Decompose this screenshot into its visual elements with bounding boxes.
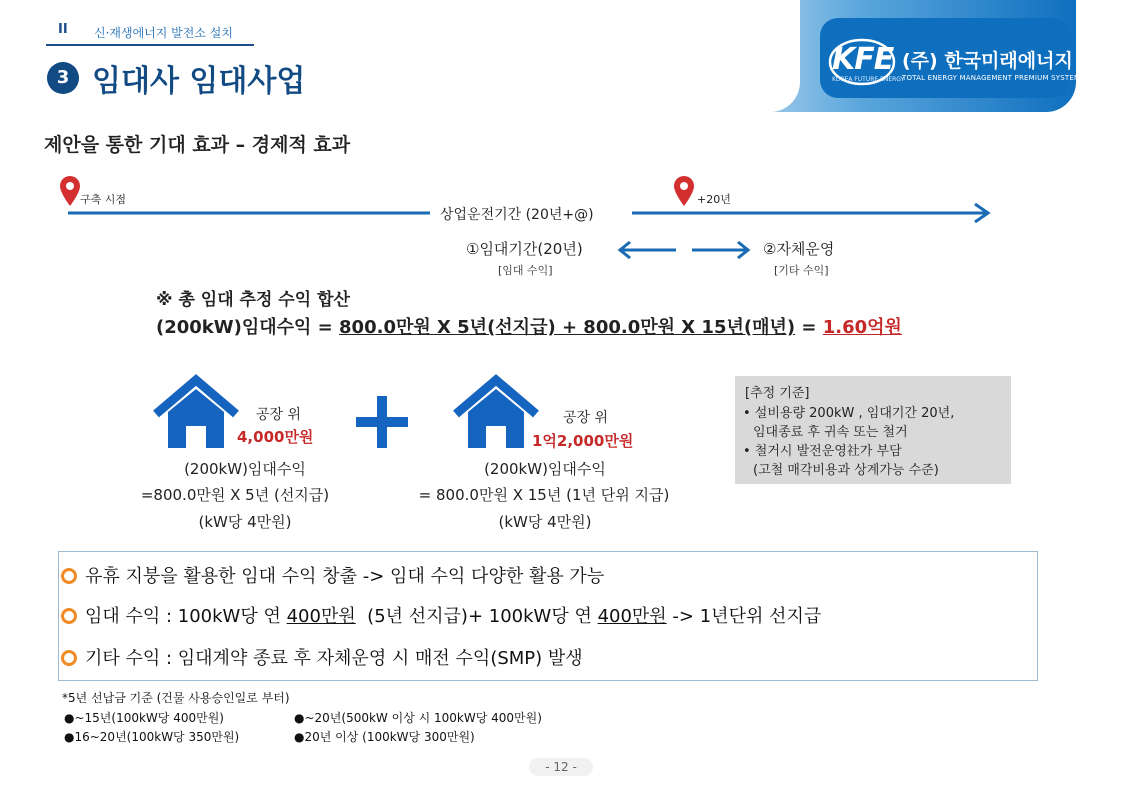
section-title: 신·재생에너지 발전소 설치 [94,26,233,40]
option2-amount: 1억2,000만원 [532,432,634,450]
footnote-title: *5년 선납금 기준 (건물 사용승인일로 부터) [62,691,290,705]
company-tagline: TOTAL ENERGY MANAGEMENT PREMIUM SYSTEM [902,74,1081,82]
note-title: [추정 기준] [745,386,810,401]
self-operation-sub-label: [기타 수익] [774,264,829,277]
page-title: 임대사 임대사업 [92,64,306,99]
option1-line3: (kW당 4만원) [198,513,292,531]
footnote-r1c2: ●~20년(500kW 이상 시 100kW당 400만원) [294,711,542,725]
step-number-badge: 3 [47,62,79,94]
formula-prefix: (200kW)임대수익 = [156,317,340,338]
formula-equals: = [795,317,823,338]
note-line2: 임대종료 후 귀속 또는 철거 [753,425,908,440]
note-line4: (고철 매각비용과 상계가능 수준) [753,463,939,478]
benefit-item-3: 기타 수익 : 임대계약 종료 후 자체운영 시 매전 수익(SMP) 발생 [85,648,583,669]
timeline-graphic [0,170,1123,280]
benefit2-part-e: -> 1년단위 선지급 [666,606,822,627]
company-name: (주) 한국미래에너지 [902,50,1073,72]
bullet-ring-icon [61,568,77,584]
option1-label: 공장 위 [256,407,302,423]
bullet-ring-icon [61,608,77,624]
footnote-r2c2: ●20년 이상 (100kW당 300만원) [294,730,475,744]
option2-label: 공장 위 [563,410,609,426]
option2-line1: (200kW)임대수익 [484,460,606,478]
benefit-item-1: 유휴 지붕을 활용한 임대 수익 창출 -> 임대 수익 다양한 활용 가능 [85,566,605,587]
section-subtitle: 제안을 통한 기대 효과 – 경제적 효과 [44,134,351,156]
section-underline [46,44,254,46]
lease-sub-label: [임대 수익] [498,264,553,277]
estimation-basis-box [735,376,1011,484]
option2-line3: (kW당 4만원) [498,513,592,531]
timeline-start-label: 구축 시점 [80,193,127,206]
logo-mark: KFE [832,42,894,77]
option2-line2: = 800.0만원 X 15년 (1년 단위 지급) [418,486,670,504]
summary-title: ※ 총 임대 추정 수익 합산 [156,290,350,310]
benefit2-amount-2: 400만원 [597,606,667,627]
plus-icon [354,394,410,450]
formula-main: 800.0만원 X 5년(선지급) + 800.0만원 X 15년(매년) [339,317,796,338]
formula-total: 1.60억원 [822,317,902,338]
option1-line1: (200kW)임대수익 [184,460,306,478]
section-number: II [58,22,68,37]
timeline-end-label: +20년 [697,193,731,206]
lease-period-label: ①임대기간(20년) [466,240,583,258]
footnote-r2c1: ●16~20년(100kW당 350만원) [64,730,240,744]
benefit2-part-c: (5년 선지급)+ 100kW당 연 [355,606,598,627]
timeline-mid-label: 상업운전기간 (20년+@) [440,207,594,223]
house-icon [452,374,540,450]
benefit2-amount-1: 400만원 [286,606,356,627]
option1-amount: 4,000만원 [237,428,314,446]
self-operation-label: ②자체운영 [763,240,835,258]
location-pin-icon [60,176,80,206]
summary-formula [156,313,902,339]
benefits-box [58,551,1038,681]
footnote-r1c1: ●~15년(100kW당 400만원) [64,711,224,725]
location-pin-icon [674,176,694,206]
option1-line2: =800.0만원 X 5년 (선지급) [140,486,330,504]
bullet-ring-icon [61,650,77,666]
page-number: - 12 - [529,758,593,776]
note-line3: • 철거시 발전운영社가 부담 [743,444,902,459]
benefit-item-2 [85,602,821,628]
note-line1: • 설비용량 200kW , 임대기간 20년, [743,406,955,421]
benefit2-part-a: 임대 수익 : 100kW당 연 [85,606,287,627]
logo-mark-sub: KOREA FUTURE ENERGY [832,76,905,83]
house-icon [152,374,240,450]
